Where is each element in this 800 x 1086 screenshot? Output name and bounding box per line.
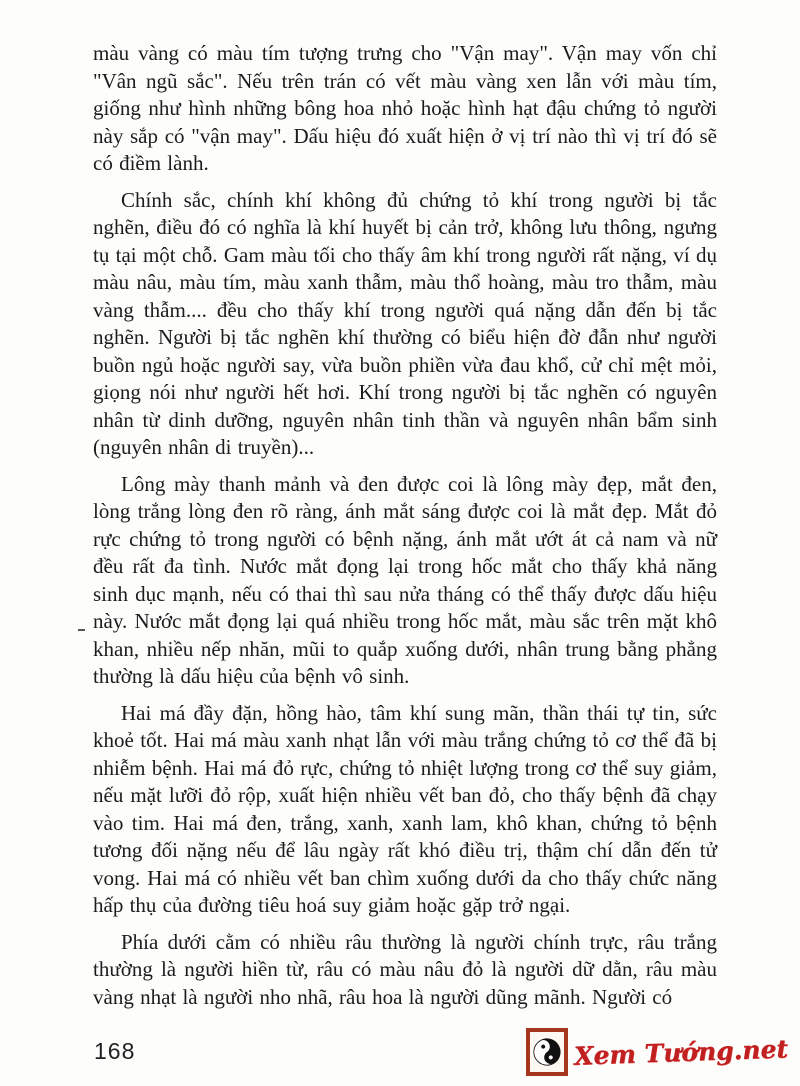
scan-artifact-dash bbox=[78, 629, 85, 631]
page-text-block bbox=[93, 40, 717, 1020]
paragraph-5: Phía dưới cằm có nhiều râu thường là người chính trực, râu trắng thường là người hiền từ, râu có màu nâu đỏ là người dữ dằn, râu màu vàng nhạt là người nho nhã, râu hoa là người dũng mãnh. Người có bbox=[93, 929, 717, 1009]
watermark-site-name: Xem Tướng.net bbox=[573, 1033, 789, 1071]
paragraph-4: Hai má đầy đặn, hồng hào, tâm khí sung mãn, thần thái tự tin, sức khoẻ tốt. Hai má màu xanh nhạt lẫn với màu trắng chứng tỏ cơ thể đã bị nhiễm bệnh. Hai má đỏ rực, chứng tỏ nhiệt lượng trong cơ thể suy giảm, nếu mặt lưỡi đỏ rộp, xuất hiện nhiều vết ban đỏ, cho thấy bệnh đã chạy vào tim. Hai má đen, trắng, xanh, xanh lam, khô khan, chứng tỏ bệnh tương đối nặng nếu để lâu ngày rất khó điều trị, thậm chí dẫn đến tử vong. Hai má có nhiều vết ban chìm xuống dưới da cho thấy chức năng hấp thụ của đường tiêu hoá suy giảm hoặc gặp trở ngại. bbox=[93, 700, 717, 917]
yin-yang-icon bbox=[526, 1028, 568, 1076]
paragraph-3: Lông mày thanh mảnh và đen được coi là lông mày đẹp, mắt đen, lòng trắng lòng đen rõ ràng, ánh mắt sáng được coi là mắt đẹp. Mắt đỏ rực chứng tỏ trong người có bệnh nặng, ánh mắt ướt át cả nam và nữ đều rất đa tình. Nước mắt đọng lại trong hốc mắt cho thấy khả năng sinh dục mạnh, nếu có thai thì sau nửa tháng có thể thấy được dấu hiệu này. Nước mắt đọng lại quá nhiều trong hốc mắt, màu sắc trên mặt khô khan, nhiều nếp nhăn, mũi to quắp xuống dưới, nhân trung bằng phẳng thường là dấu hiệu của bệnh vô sinh. bbox=[93, 471, 717, 688]
watermark-logo bbox=[526, 1028, 788, 1076]
paragraph-2: Chính sắc, chính khí không đủ chứng tỏ khí trong người bị tắc nghẽn, điều đó có nghĩa là khí huyết bị cản trở, không lưu thông, ngưng tụ tại một chỗ. Gam màu tối cho thấy âm khí trong người rất nặng, ví dụ màu nâu, màu tím, màu xanh thẫm, màu thổ hoàng, màu tro thẫm, màu vàng thẫm.... đều cho thấy khí trong người quá nặng dẫn đến bị tắc nghẽn. Người bị tắc nghẽn khí thường có biểu hiện đờ đẫn như người buồn ngủ hoặc người say, vừa buồn phiền vừa đau khổ, cử chỉ mệt mỏi, giọng nói như người hết hơi. Khí trong người bị tắc nghẽn có nguyên nhân từ dinh dưỡng, nguyên nhân tinh thần và nguyên nhân bẩm sinh (nguyên nhân di truyền)... bbox=[93, 187, 717, 459]
paragraph-1: màu vàng có màu tím tượng trưng cho "Vận may". Vận may vốn chỉ "Vân ngũ sắc". Nếu trên trán có vết màu vàng xen lẫn với màu tím, giống như hình những bông hoa nhỏ hoặc hình hạt đậu chứng tỏ người này sắp có "vận may". Dấu hiệu đó xuất hiện ở vị trí nào thì vị trí đó sẽ có điềm lành. bbox=[93, 41, 717, 175]
page-number: 168 bbox=[94, 1038, 136, 1064]
